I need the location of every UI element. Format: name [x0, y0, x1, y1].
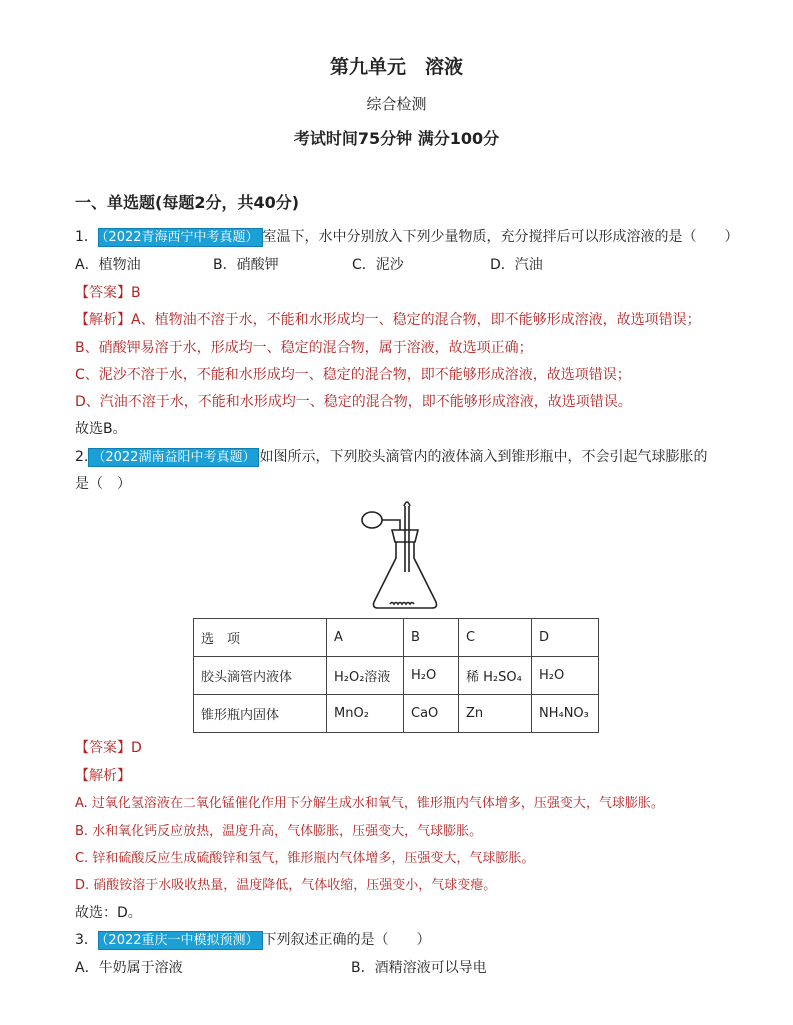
dropper-bulb — [404, 502, 410, 506]
table-row — [194, 619, 599, 657]
balloon-pipe — [382, 520, 400, 530]
option-c: C．泥沙 — [352, 257, 404, 273]
table-header-cell: B — [404, 619, 459, 657]
question-2-analysis-line: D. 硝酸铵溶于水吸收热量，温度降低，气体收缩，压强变小，气球变瘪。 — [75, 878, 497, 893]
option-d: D．汽油 — [490, 257, 543, 273]
source-tag: （2022重庆一中模拟预测） — [98, 931, 263, 950]
question-2-analysis-line: B. 水和氧化钙反应放热，温度升高，气体膨胀，压强变大，气球膨胀。 — [75, 824, 483, 839]
question-1-options — [75, 254, 543, 274]
option-a: A．植物油 — [75, 257, 141, 273]
question-3-options — [75, 957, 487, 977]
question-2-conclusion: 故选：D。 — [75, 905, 142, 921]
table-cell: H₂O — [532, 657, 599, 695]
question-2-analysis-label: 【解析】 — [75, 768, 131, 784]
table-cell: H₂O₂溶液 — [327, 657, 404, 695]
question-1-stem — [75, 226, 739, 246]
table-cell: H₂O — [404, 657, 459, 695]
solid-grains — [390, 603, 414, 605]
table-header-cell: 选 项 — [194, 619, 327, 657]
table-cell: Zn — [459, 695, 532, 733]
table-cell: 胶头滴管内液体 — [194, 657, 327, 695]
question-1-analysis-line: B、硝酸钾易溶于水，形成均一、稳定的混合物，属于溶液，故选项正确； — [75, 340, 533, 356]
question-number: 3． — [75, 932, 98, 948]
table-row — [194, 657, 599, 695]
flask-balloon-figure — [352, 500, 444, 614]
table-header-cell: C — [459, 619, 532, 657]
page-subtitle: 综合检测 — [366, 95, 427, 113]
question-1-analysis-line: 【解析】A、植物油不溶于水，不能和水形成均一、稳定的混合物，即不能够形成溶液，故选项错误； — [75, 312, 701, 328]
source-tag: （2022青海西宁中考真题） — [98, 228, 263, 247]
question-2-stem — [75, 446, 707, 466]
table-cell: NH₄NO₃ — [532, 695, 599, 733]
question-number: 2. — [75, 449, 89, 465]
question-1-conclusion: 故选B。 — [75, 421, 127, 437]
table-cell: 稀 H₂SO₄ — [459, 657, 532, 695]
question-text: 如图所示，下列胶头滴管内的液体滴入到锥形瓶中，不会引起气球膨胀的 — [259, 449, 708, 465]
table-cell: CaO — [404, 695, 459, 733]
table-cell: MnO₂ — [327, 695, 404, 733]
question-2-answer: 【答案】D — [75, 740, 142, 756]
table-header-cell: D — [532, 619, 599, 657]
source-tag: （2022湖南益阳中考真题） — [88, 448, 259, 467]
question-1-answer: 【答案】B — [75, 285, 141, 301]
table-row — [194, 695, 599, 733]
section-title: 一、单选题(每题2分，共40分) — [75, 193, 300, 212]
option-b: B．硝酸钾 — [213, 257, 279, 273]
question-2-stem-continued: 是（ ） — [75, 476, 131, 492]
question-text: 下列叙述正确的是（ ） — [262, 932, 431, 948]
question-1-analysis-line: D、汽油不溶于水，不能和水形成均一、稳定的混合物，即不能够形成溶液，故选项错误。 — [75, 394, 632, 410]
question-2-analysis-line: A. 过氧化氢溶液在二氧化锰催化作用下分解生成水和氧气，锥形瓶内气体增多，压强变大，气球膨胀。 — [75, 796, 664, 811]
question-2-table — [193, 618, 599, 733]
option-b: B．酒精溶液可以导电 — [351, 960, 487, 976]
question-number: 1． — [75, 229, 98, 245]
exam-meta: 考试时间75分钟 满分100分 — [293, 129, 500, 148]
page-title: 第九单元 溶液 — [329, 56, 463, 78]
question-text: 室温下，水中分别放入下列少量物质，充分搅拌后可以形成溶液的是（ ） — [262, 229, 739, 245]
table-header-cell: A — [327, 619, 404, 657]
question-3-stem — [75, 929, 431, 949]
option-a: A．牛奶属于溶液 — [75, 960, 183, 976]
question-2-analysis-line: C. 锌和硫酸反应生成硫酸锌和氢气，锥形瓶内气体增多，压强变大，气球膨胀。 — [75, 851, 535, 866]
question-1-analysis-line: C、泥沙不溶于水，不能和水形成均一、稳定的混合物，即不能够形成溶液，故选项错误； — [75, 367, 631, 383]
table-cell: 锥形瓶内固体 — [194, 695, 327, 733]
balloon-shape — [362, 512, 382, 528]
